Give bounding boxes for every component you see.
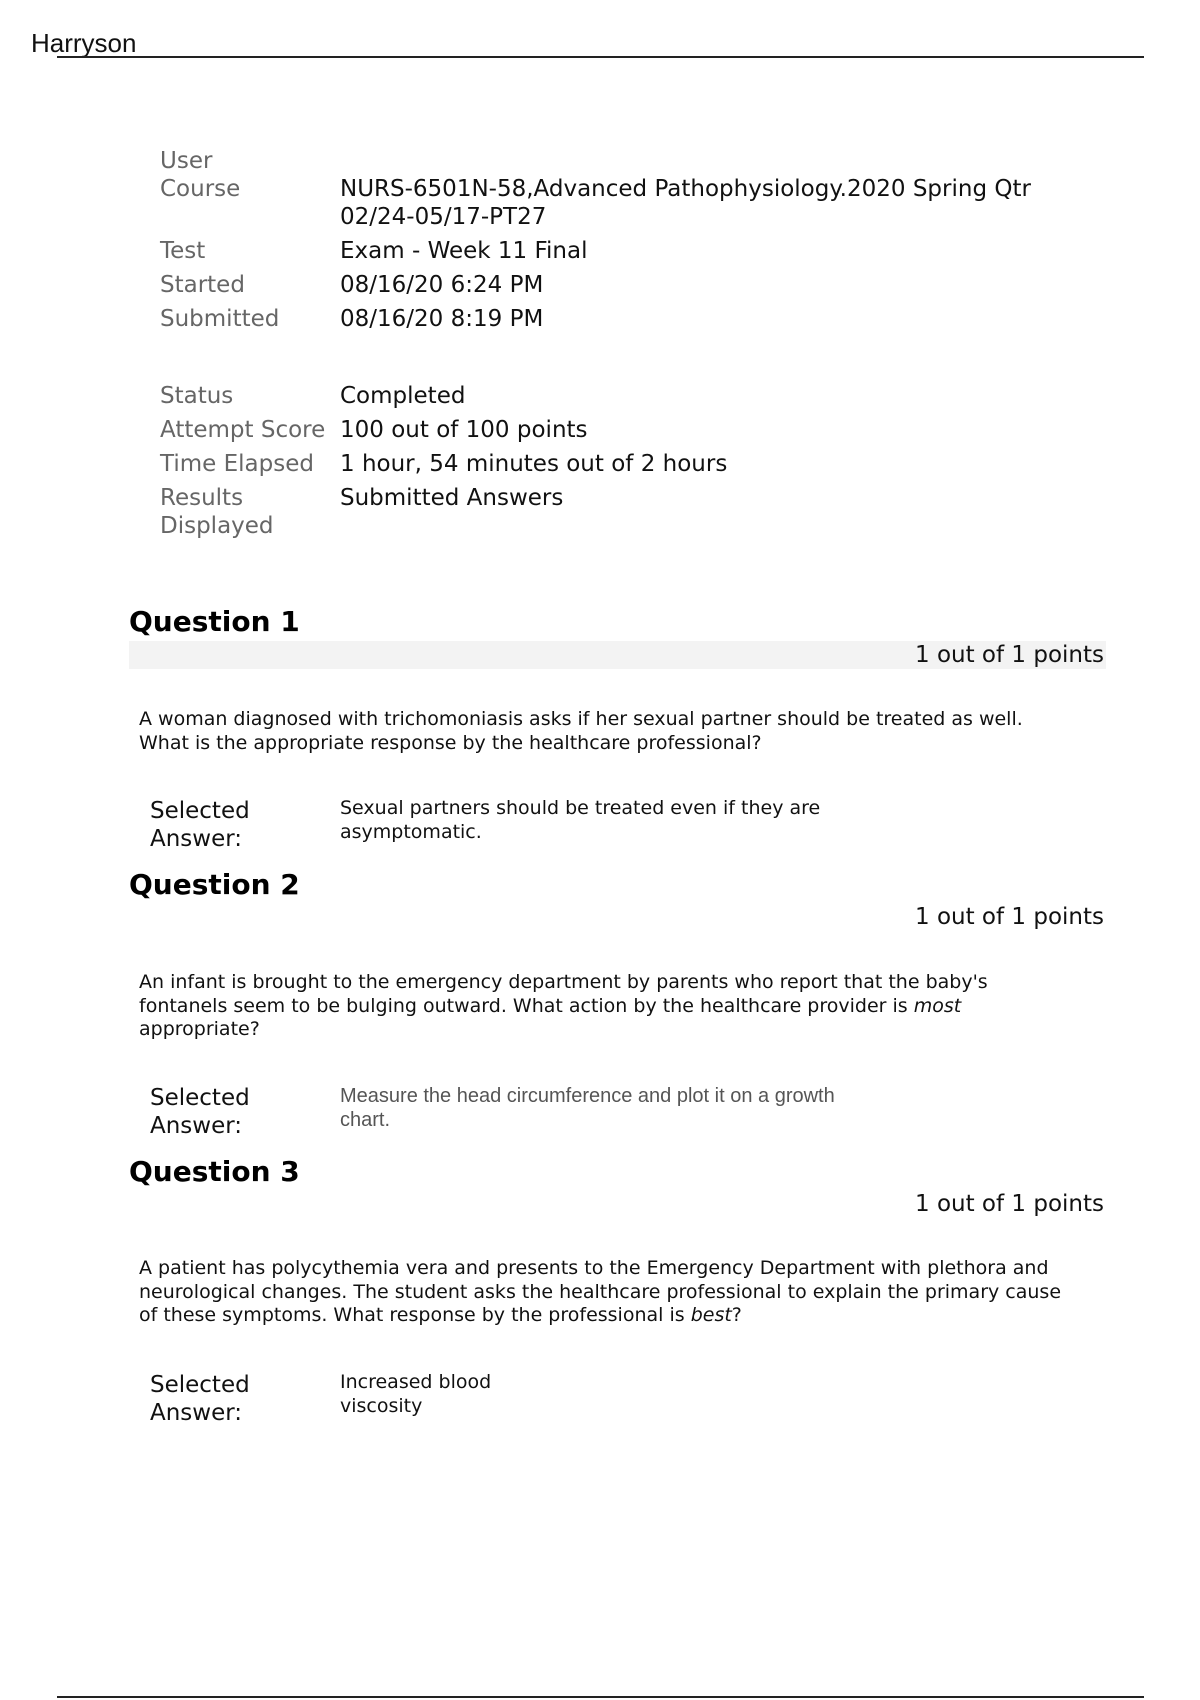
selected-answer-label: Selected Answer:: [150, 798, 250, 852]
info-label: User: [160, 148, 213, 174]
question-text: [139, 1257, 1069, 1328]
info-row-submitted: [160, 305, 1080, 333]
info-value: 100 out of 100 points: [340, 417, 588, 443]
info-label: Attempt Score: [160, 417, 326, 443]
test-info-table: [160, 147, 1080, 333]
info-value: Completed: [340, 383, 466, 409]
question-title: Question 1: [129, 605, 300, 638]
info-value: 1 hour, 54 minutes out of 2 hours: [340, 451, 728, 477]
info-label: Submitted: [160, 306, 280, 332]
test-result-table: [160, 382, 727, 540]
info-row-attempt-score: [160, 416, 727, 450]
info-row-course: [160, 175, 1080, 237]
info-row-started: [160, 271, 1080, 305]
question-text-part: A patient has polycythemia vera and presents to the Emergency Department with plethora and neurological changes. The student asks the healthcare professional to explain the primary cause of these symptoms. What response by the professional is: [139, 1257, 1062, 1326]
question-text-part: appropriate?: [139, 1018, 260, 1040]
question-title: Question 2: [129, 868, 300, 901]
info-label: Time Elapsed: [160, 451, 314, 477]
question-text-part: An infant is brought to the emergency department by parents who report that the baby's fontanels seem to be bulging outward. What action by the healthcare provider is: [139, 971, 988, 1017]
question-title: Question 3: [129, 1155, 300, 1188]
selected-answer-label: Selected Answer:: [150, 1085, 250, 1139]
info-value: Exam - Week 11 Final: [340, 238, 588, 264]
info-row-test: [160, 237, 1080, 271]
question-text: [139, 971, 1069, 1042]
info-row-user: [160, 147, 1080, 175]
selected-answer-label: Selected Answer:: [150, 1372, 250, 1426]
info-row-status: [160, 382, 727, 416]
question-text-emphasis: most: [913, 994, 962, 1017]
footer-rule: [57, 1696, 1144, 1698]
question-points: 1 out of 1 points: [129, 641, 1106, 669]
question-points: 1 out of 1 points: [915, 1191, 1104, 1217]
info-value: 08/16/20 8:19 PM: [340, 306, 544, 332]
selected-answer-value: Measure the head circumference and plot it on a growth chart.: [340, 1085, 835, 1131]
info-label: Course: [160, 176, 241, 202]
question-points: 1 out of 1 points: [915, 904, 1104, 930]
info-row-time-elapsed: [160, 450, 727, 484]
document-owner-name: Harryson: [31, 28, 137, 58]
info-value: NURS-6501N-58,Advanced Pathophysiology.2020 Spring Qtr 02/24-05/17-PT27: [340, 176, 1031, 230]
selected-answer-value: Sexual partners should be treated even if they are asymptomatic.: [340, 797, 821, 843]
info-value: 08/16/20 6:24 PM: [340, 272, 544, 298]
info-value: [340, 147, 1080, 175]
info-value: Submitted Answers: [340, 485, 564, 511]
info-row-results-displayed: [160, 484, 727, 540]
info-label: Test: [160, 238, 206, 264]
selected-answer-value: Increased blood viscosity: [340, 1371, 492, 1417]
question-text-emphasis: best: [690, 1304, 732, 1326]
header-rule: [57, 56, 1144, 58]
info-label: Started: [160, 272, 245, 298]
question-text-part: ?: [731, 1304, 742, 1326]
question-text: A woman diagnosed with trichomoniasis asks if her sexual partner should be treated as well. What is the appropriate response by the healthcare professional?: [139, 708, 1023, 754]
info-label: Status: [160, 383, 234, 409]
info-label: Results Displayed: [160, 485, 274, 539]
